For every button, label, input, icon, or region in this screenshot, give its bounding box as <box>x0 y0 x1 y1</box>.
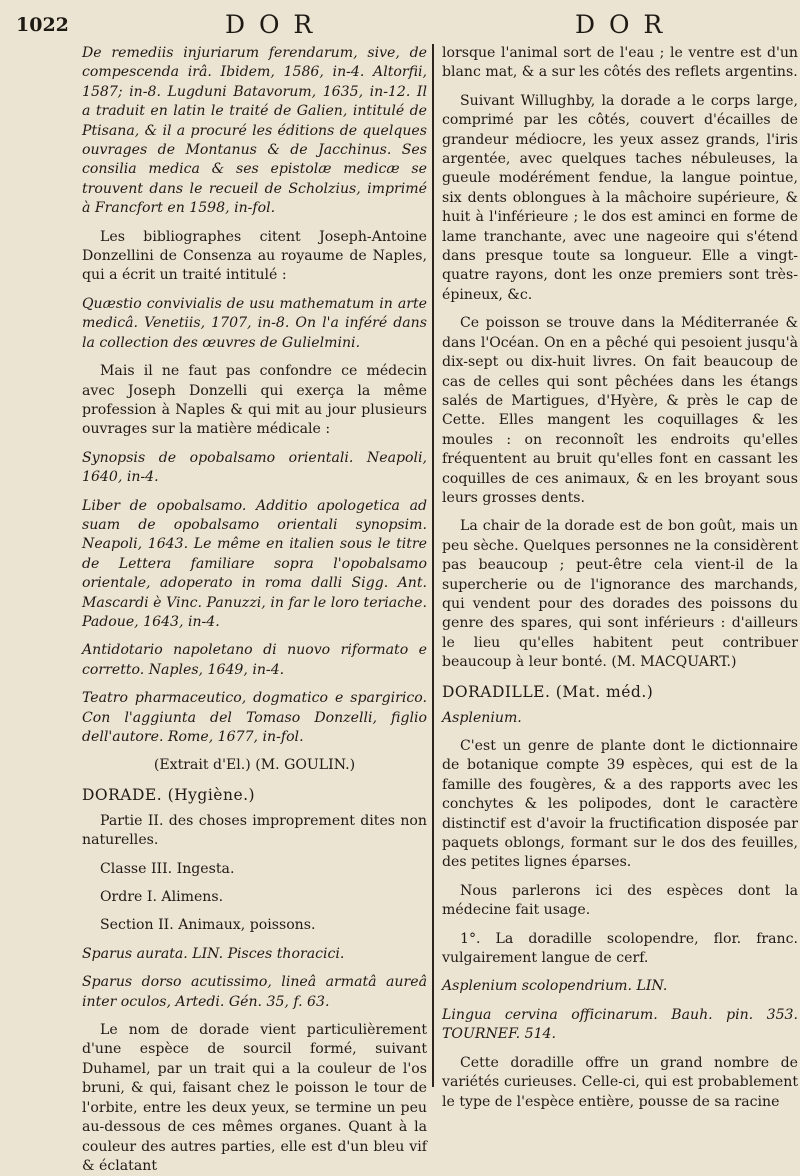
right-paragraph: Lingua cervina officinarum. Bauh. pin. 353. TOURNEF. 514. <box>442 1006 798 1043</box>
left-paragraph: Teatro pharmaceutico, dogmatico e spargirico. Con l'aggiunta del Tomaso Donzelli, figlio dell'autore. Rome, 1677, in-fol. <box>82 690 427 745</box>
left-paragraph: Synopsis de opobalsamo orientali. Neapoli, 1640, in-4. <box>82 449 427 486</box>
running-header <box>0 8 800 42</box>
column-rule <box>432 44 434 1087</box>
right-paragraph: Nous parlerons ici des espèces dont la médecine fait usage. <box>442 882 798 919</box>
left-paragraph: Le nom de dorade vient particulièrement d'une espèce de sourcil formé, suivant Duhamel, par un trait qui a la couleur de l'os bruni, & qui, faisant chez le poisson le tour de l'orbite, entre les deux yeux, se termine un peu au-dessous de ces mêmes organes. Quant à la couleur des autres parties, elle est d'un bleu vif & éclatant <box>82 1022 427 1174</box>
right-paragraph: Asplenium scolopendrium. LIN. <box>442 978 668 995</box>
right-paragraph: C'est un genre de plante dont le dictionnaire de botanique compte 39 espèces, qui est de la famille des fougères, & a des rapports avec les conchytes & les polipodes, dont le caractère distinctif est d'avoir la fructification disposée par paquets oblongs, formant sur le dos des feuilles, des petites lignes éparses. <box>442 738 798 871</box>
left-paragraph: Classe III. Ingesta. <box>100 860 235 877</box>
left-paragraph: De remediis injuriarum ferendarum, sive, de compescenda irâ. Ibidem, 1586, in-4. Altorfii, 1587; in-8. Lugduni Batavorum, 1635, in-12. Il a traduit en latin le traité de Galien, intitulé de Ptisana, & il a procuré les éditions de quelques ouvrages de Montanus & de Jacchinus. Ses consilia medica & ses epistolæ medicæ se trouvent dans le recueil de Scholzius, imprimé à Francfort en 1598, in-fol. <box>82 45 427 217</box>
left-paragraph: Partie II. des choses improprement dites non naturelles. <box>82 812 427 849</box>
left-paragraph: Quæstio convivialis de usu mathematum in arte medicâ. Venetiis, 1707, in-8. On l'a inféré dans la collection des œuvres de Gulielmini. <box>82 295 427 351</box>
page-number: 1022 <box>16 14 69 36</box>
left-paragraph: Les bibliographes citent Joseph-Antoine Donzellini de Consenza au royaume de Naples, qui a écrit un traité intitulé : <box>82 228 427 284</box>
running-head-left: D O R <box>225 10 316 39</box>
left-entry-heading: DORADE. (Hygiène.) <box>82 785 256 804</box>
left-paragraph: Mais il ne faut pas confondre ce médecin avec Joseph Donzelli qui exerça la même profession à Naples & qui mit au jour plusieurs ouvrages sur la matière médicale : <box>82 363 427 438</box>
left-paragraph: Section II. Animaux, poissons. <box>100 917 316 934</box>
left-paragraph: Antidotario napoletano di nuovo riformato e corretto. Naples, 1649, in-4. <box>82 642 427 678</box>
left-paragraph: Sparus dorso acutissimo, lineâ armatâ aureâ inter oculos, Artedi. Gén. 35, f. 63. <box>82 974 427 1010</box>
right-column <box>442 44 798 1110</box>
left-paragraph: (Extrait d'El.) (M. GOULIN.) <box>153 757 356 774</box>
left-paragraph: Ordre I. Alimens. <box>100 889 224 906</box>
right-paragraph: lorsque l'animal sort de l'eau ; le ventre est d'un blanc mat, & a sur les côtés des reflets argentins. <box>442 45 798 81</box>
left-column <box>80 44 427 1174</box>
left-paragraph: Liber de opobalsamo. Additio apologetica ad suam de opobalsamo orientali synopsim. Neapoli, 1643. Le même en italien sous le titre de Lettera familiare sopra l'opobalsamo orientale, adoperato in roma dalli Sigg. Ant. Mascardi è Vinc. Panuzzi, in far le loro teriache. Padoue, 1643, in-4. <box>82 497 427 630</box>
right-paragraph: Ce poisson se trouve dans la Méditerranée & dans l'Océan. On en a pêché qui pesoient jusqu'à dix-sept ou dix-huit livres. On fait beaucoup de cas de celles qui sont pêchées dans les étangs salés de Martigues, d'Hyère, & près le cap de Cette. Elles mangent les coquillages & les moules : on reconnoît les endroits qu'elles fréquentent au bruit qu'elles font en cassant les coquilles de ces animaux, & en les broyant sous leurs grosses dents. <box>442 315 798 506</box>
right-paragraph: Cette doradille offre un grand nombre de variétés curieuses. Celle-ci, qui est probablement le type de l'espèce entière, pousse de sa racine <box>442 1054 798 1110</box>
right-paragraph: 1°. La doradille scolopendre, flor. franc. vulgairement langue de cerf. <box>442 930 798 967</box>
right-paragraph: Asplenium. <box>442 709 522 726</box>
left-paragraph: Sparus aurata. LIN. Pisces thoracici. <box>82 945 345 962</box>
running-head-right: D O R <box>575 10 666 39</box>
right-entry-heading: DORADILLE. (Mat. méd.) <box>442 682 654 701</box>
right-paragraph: Suivant Willughby, la dorade a le corps large, comprimé par les côtés, couvert d'écailles de grandeur médiocre, les yeux assez grands, l'iris argentée, avec quelques taches nébuleuses, la gueule modérément fendue, la langue pointue, six dents oblongues à la mâchoire supérieure, & huit à l'inférieure ; le dos est aminci en forme de lame tranchante, avec une nageoire qui s'étend dans presque toute sa longueur. Elle a vingt-quatre rayons, dont les onze premiers sont très-épineux, &c. <box>442 92 798 303</box>
right-paragraph: La chair de la dorade est de bon goût, mais un peu sèche. Quelques personnes ne la considèrent pas beaucoup ; peut-être cela vient-il de la supercherie ou de l'ignorance des marchands, qui vendent pour des dorades des poissons du genre des spares, qui sont inférieurs : d'ailleurs le lieu qu'elles habitent peut contribuer beaucoup à leur bonté. (M. MACQUART.) <box>442 518 798 671</box>
